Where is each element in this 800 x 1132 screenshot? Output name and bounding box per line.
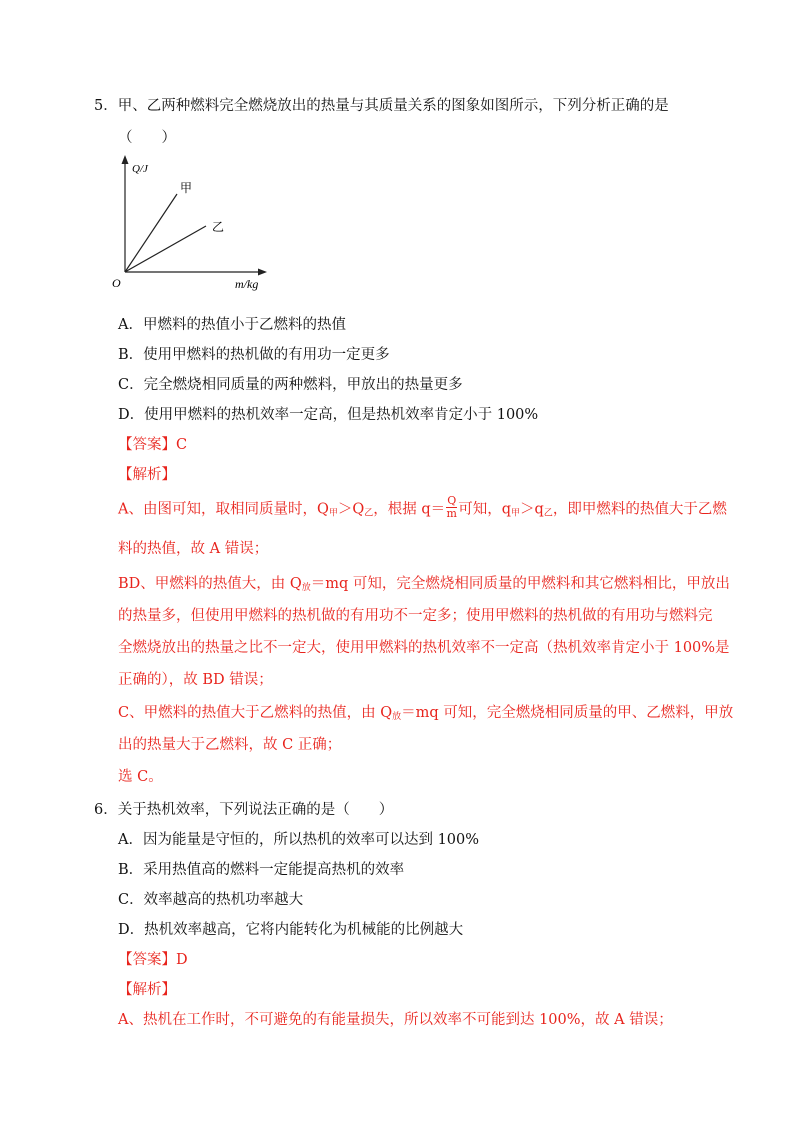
origin-label: O bbox=[112, 276, 121, 290]
q5-option-b: B．使用甲燃料的热机做的有用功一定更多 bbox=[118, 347, 390, 363]
y-axis bbox=[122, 155, 129, 272]
analysis-text: C、甲燃料的热值大于乙燃料的热值，由 Q bbox=[118, 705, 393, 721]
x-axis bbox=[125, 269, 267, 276]
q5-option-d: D．使用甲燃料的热机效率一定高，但是热机效率肯定小于 100% bbox=[118, 407, 539, 423]
q5-analysis-a bbox=[118, 494, 727, 524]
subscript: 甲 bbox=[511, 508, 521, 519]
q5-option-c: C．完全燃烧相同质量的两种燃料，甲放出的热量更多 bbox=[118, 377, 463, 393]
q5-conclusion: 选 C。 bbox=[118, 769, 163, 785]
q6-stem: 6．关于热机效率，下列说法正确的是（ ） bbox=[94, 802, 394, 818]
fraction-numerator: Q bbox=[447, 494, 457, 507]
subscript: 放 bbox=[301, 583, 311, 593]
fraction-q-over-m bbox=[446, 495, 457, 520]
q6-option-a: A．因为能量是守恒的，所以热机的效率可以达到 100% bbox=[118, 832, 480, 848]
subscript: 乙 bbox=[364, 508, 374, 519]
q6-option-c: C．效率越高的热机功率越大 bbox=[118, 892, 304, 908]
analysis-text: ＞Q bbox=[337, 501, 365, 518]
q6-option-b: B．采用热值高的燃料一定能提高热机的效率 bbox=[118, 862, 405, 878]
analysis-text: BD、甲燃料的热值大，由 Q bbox=[118, 576, 302, 592]
q5-answer: 【答案】C bbox=[118, 437, 188, 453]
q5-analysis-bd-line4: 正确的），故 BD 错误； bbox=[118, 672, 273, 688]
q6-answer: 【答案】D bbox=[118, 952, 188, 968]
line-jia-label: 甲 bbox=[180, 181, 193, 195]
analysis-text: ，即甲燃料的热值大于乙燃 bbox=[552, 501, 727, 518]
q5-analysis-a-line2: 料的热值，故 A 错误； bbox=[118, 541, 269, 557]
fraction-denominator: m bbox=[446, 507, 457, 520]
line-jia bbox=[125, 194, 177, 272]
q5-analysis-title: 【解析】 bbox=[118, 467, 176, 483]
analysis-text: A、由图可知，取相同质量时，Q bbox=[118, 501, 329, 518]
subscript: 乙 bbox=[543, 508, 553, 519]
analysis-text: ＝mq 可知，完全燃烧相同质量的甲燃料和其它燃料相比，甲放出 bbox=[310, 576, 730, 592]
q5-analysis-c-line2: 出的热量大于乙燃料，故 C 正确； bbox=[118, 737, 342, 753]
analysis-text: 可知，q bbox=[458, 501, 512, 518]
q5-analysis-bd-line3: 全燃烧放出的热量之比不一定大，使用甲燃料的热机效率不一定高（热机效率肯定小于 100%是 bbox=[118, 640, 730, 656]
q5-option-a: A．甲燃料的热值小于乙燃料的热值 bbox=[118, 317, 346, 333]
analysis-text: ，根据 q＝ bbox=[373, 501, 446, 518]
analysis-text: ＝mq 可知，完全燃烧相同质量的甲、乙燃料，甲放 bbox=[401, 705, 734, 721]
y-axis-label: Q/J bbox=[132, 163, 148, 175]
q5-analysis-bd bbox=[118, 574, 730, 598]
subscript: 甲 bbox=[328, 508, 338, 519]
q5-analysis-c bbox=[118, 703, 733, 727]
q6-analysis-a: A、热机在工作时，不可避免的有能量损失，所以效率不可能到达 100%，故 A 错误； bbox=[118, 1012, 673, 1028]
q5-graph bbox=[110, 150, 280, 300]
q5-answer-blank: （ ） bbox=[118, 130, 176, 146]
x-axis-label: m/kg bbox=[235, 277, 259, 291]
q5-analysis-bd-line2: 的热量多，但使用甲燃料的热机做的有用功不一定多；使用甲燃料的热机做的有用功与燃料完 bbox=[118, 608, 713, 624]
subscript: 放 bbox=[392, 712, 402, 722]
q6-option-d: D．热机效率越高，它将内能转化为机械能的比例越大 bbox=[118, 922, 464, 938]
q6-analysis-title: 【解析】 bbox=[118, 982, 176, 998]
analysis-text: ＞q bbox=[520, 501, 544, 518]
line-yi-label: 乙 bbox=[212, 220, 225, 234]
q5-stem: 5．甲、乙两种燃料完全燃烧放出的热量与其质量关系的图象如图所示，下列分析正确的是 bbox=[94, 98, 669, 114]
line-yi bbox=[125, 226, 206, 272]
